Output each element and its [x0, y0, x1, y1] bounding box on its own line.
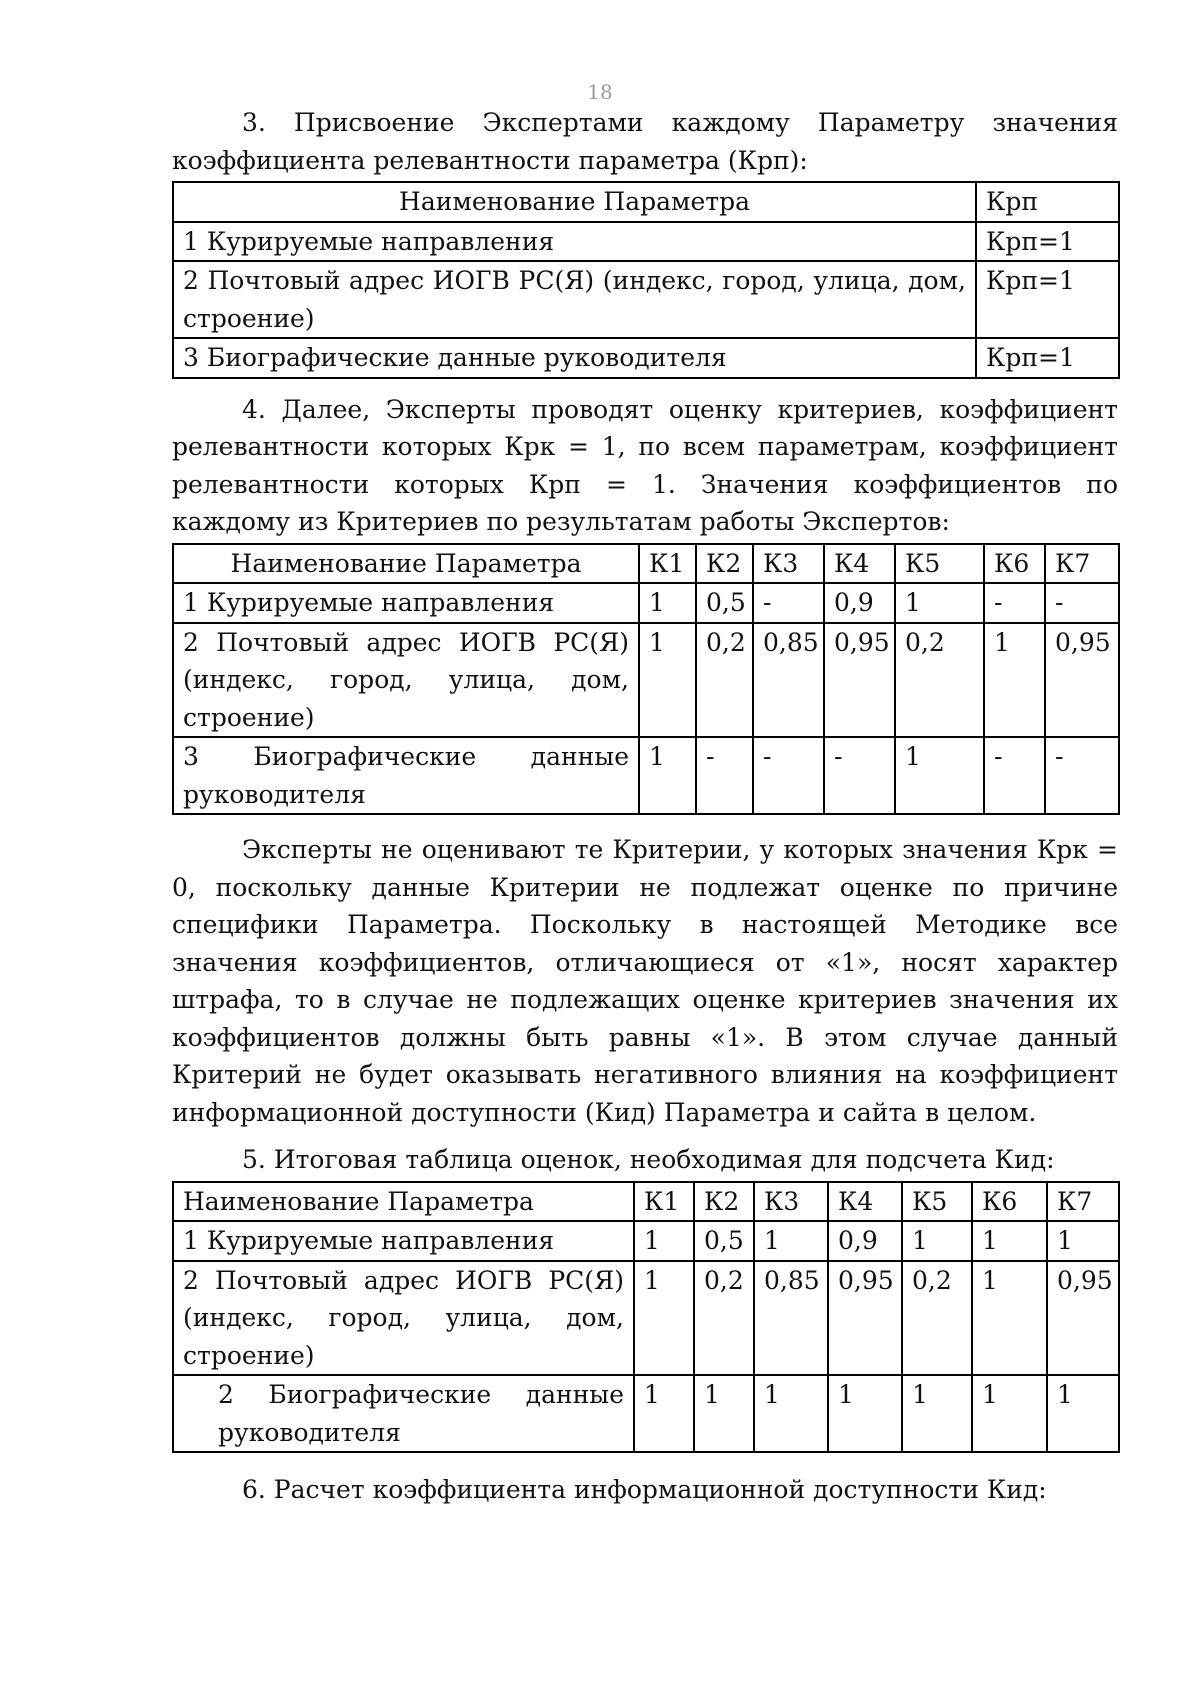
k2-cell: 0,2 — [694, 1261, 754, 1376]
header-k3: К3 — [754, 1182, 828, 1222]
table-row — [173, 737, 1119, 814]
k5-cell: 1 — [902, 1375, 972, 1452]
k1-cell: 1 — [634, 1375, 694, 1452]
parameter-name-cell: 2 Почтовый адрес ИОГВ РС(Я) (индекс, город, улица, дом, строение) — [173, 261, 976, 338]
header-krp: Крп — [976, 182, 1119, 222]
parameter-name-cell: 3 Биографические данные руководителя — [173, 737, 639, 814]
header-k3: К3 — [753, 544, 824, 584]
parameter-name-cell: 2 Биографические данные руководителя — [173, 1375, 634, 1452]
k4-cell: 0,9 — [828, 1221, 902, 1261]
section-6-heading: 6. Расчет коэффициента информационной доступности Кид: — [242, 1475, 1047, 1504]
k1-cell: 1 — [639, 737, 696, 814]
k6-cell: 1 — [984, 623, 1045, 738]
header-k6: К6 — [984, 544, 1045, 584]
k7-cell: 1 — [1047, 1375, 1119, 1452]
k2-cell: 0,5 — [696, 583, 753, 623]
k2-cell: 1 — [694, 1375, 754, 1452]
header-k7: К7 — [1047, 1182, 1119, 1222]
page-number: 18 — [587, 80, 613, 104]
table-row — [173, 583, 1119, 623]
relevance-table — [172, 181, 1120, 379]
k6-cell: 1 — [972, 1221, 1047, 1261]
k1-cell: 1 — [634, 1261, 694, 1376]
page-content — [172, 104, 1118, 1509]
parameter-name-cell: 1 Курируемые направления — [173, 1221, 634, 1261]
k7-cell: - — [1045, 583, 1119, 623]
krp-value-cell: Крп=1 — [976, 222, 1119, 262]
section-3-heading-line-1: 3. Присвоение Экспертами каждому Параметру значения — [242, 108, 1118, 137]
k6-cell: 1 — [972, 1375, 1047, 1452]
table-row — [173, 623, 1119, 738]
parameter-name-cell: 3 Биографические данные руководителя — [173, 338, 976, 378]
k3-cell: - — [753, 737, 824, 814]
table-row — [173, 1221, 1119, 1261]
k2-cell: 0,5 — [694, 1221, 754, 1261]
header-parameter-name: Наименование Параметра — [173, 544, 639, 584]
table-header-row — [173, 1182, 1119, 1222]
header-k5: К5 — [902, 1182, 972, 1222]
k1-cell: 1 — [639, 623, 696, 738]
final-scores-table — [172, 1181, 1120, 1454]
header-k2: К2 — [694, 1182, 754, 1222]
parameter-name-cell: 2 Почтовый адрес ИОГВ РС(Я) (индекс, город, улица, дом, строение) — [173, 1261, 634, 1376]
krp-value-cell: Крп=1 — [976, 338, 1119, 378]
header-k7: К7 — [1045, 544, 1119, 584]
criteria-evaluation-table — [172, 543, 1120, 816]
k7-cell: - — [1045, 737, 1119, 814]
k2-cell: 0,2 — [696, 623, 753, 738]
krp-value-cell: Крп=1 — [976, 261, 1119, 338]
section-5-heading: 5. Итоговая таблица оценок, необходимая для подсчета Кид: — [242, 1145, 1055, 1174]
k6-cell: 1 — [972, 1261, 1047, 1376]
parameter-name-cell: 1 Курируемые направления — [173, 222, 976, 262]
header-parameter-name: Наименование Параметра — [173, 1182, 634, 1222]
header-k2: К2 — [696, 544, 753, 584]
k5-cell: 1 — [895, 583, 984, 623]
table-header-row — [173, 544, 1119, 584]
k4-cell: 1 — [828, 1375, 902, 1452]
k7-cell: 0,95 — [1045, 623, 1119, 738]
k2-cell: - — [696, 737, 753, 814]
k1-cell: 1 — [634, 1221, 694, 1261]
k5-cell: 1 — [895, 737, 984, 814]
k3-cell: - — [753, 583, 824, 623]
explanation-paragraph: Эксперты не оценивают те Критерии, у которых значения Крк = 0, поскольку данные Критерии не подлежат оценке по причине специфики Параметра. Поскольку в настоящей Методике все значения коэффициентов, отличающиеся от «1», носят характер штрафа, то в случае не подлежащих оценке критериев значения их коэффициентов должны быть равны «1». В этом случае данный Критерий не будет оказывать негативного влияния на коэффициент информационной доступности (Кид) Параметра и сайта в целом. — [172, 835, 1118, 1127]
section-3-heading-line-2: коэффициента релевантности параметра (Крп): — [172, 145, 808, 175]
k3-cell: 1 — [754, 1221, 828, 1261]
k6-cell: - — [984, 737, 1045, 814]
k3-cell: 0,85 — [753, 623, 824, 738]
k3-cell: 0,85 — [754, 1261, 828, 1376]
k7-cell: 0,95 — [1047, 1261, 1119, 1376]
header-k1: К1 — [634, 1182, 694, 1222]
table-row — [173, 1261, 1119, 1376]
header-k4: К4 — [828, 1182, 902, 1222]
table-row — [173, 261, 1119, 338]
k5-cell: 0,2 — [895, 623, 984, 738]
header-k6: К6 — [972, 1182, 1047, 1222]
header-k5: К5 — [895, 544, 984, 584]
k4-cell: 0,95 — [828, 1261, 902, 1376]
k7-cell: 1 — [1047, 1221, 1119, 1261]
section-4-paragraph: 4. Далее, Эксперты проводят оценку критериев, коэффициент релевантности которых Крк = 1, по всем параметрам, коэффициент релевантности которых Крп = 1. Значения коэффициентов по каждому из Критериев по результатам работы Экспертов: — [172, 394, 1118, 536]
table-row — [173, 1375, 1119, 1452]
header-k4: К4 — [824, 544, 895, 584]
k1-cell: 1 — [639, 583, 696, 623]
k4-cell: 0,9 — [824, 583, 895, 623]
k5-cell: 0,2 — [902, 1261, 972, 1376]
table-row — [173, 222, 1119, 262]
k4-cell: 0,95 — [824, 623, 895, 738]
k5-cell: 1 — [902, 1221, 972, 1261]
header-parameter-name: Наименование Параметра — [173, 182, 976, 222]
k3-cell: 1 — [754, 1375, 828, 1452]
header-k1: К1 — [639, 544, 696, 584]
table-row — [173, 338, 1119, 378]
parameter-name-cell: 1 Курируемые направления — [173, 583, 639, 623]
parameter-name-cell: 2 Почтовый адрес ИОГВ РС(Я) (индекс, город, улица, дом, строение) — [173, 623, 639, 738]
k6-cell: - — [984, 583, 1045, 623]
table-header-row — [173, 182, 1119, 222]
k4-cell: - — [824, 737, 895, 814]
